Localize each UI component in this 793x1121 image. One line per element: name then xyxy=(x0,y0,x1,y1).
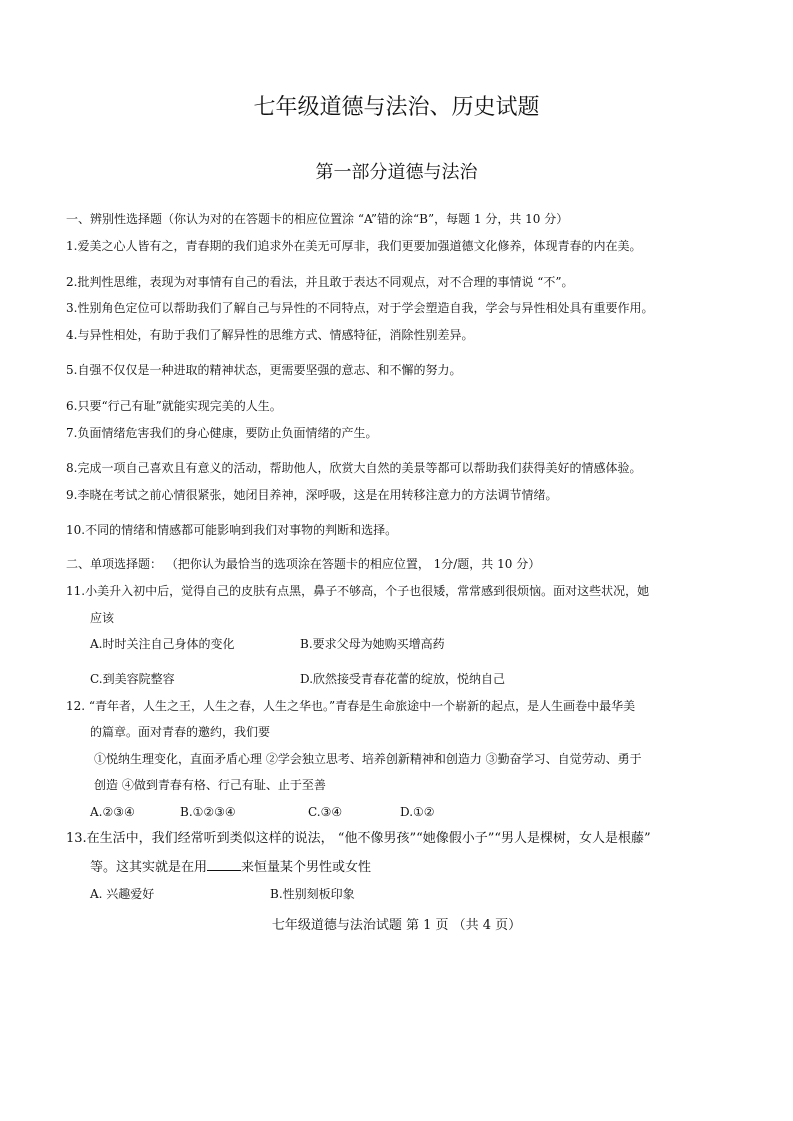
exam-title: 七年级道德与法治、历史试题 xyxy=(253,95,540,120)
part-title: 第一部分道德与法治 xyxy=(315,162,478,183)
question-13-option-b: B.性别刻板印象 xyxy=(270,887,355,901)
question-12-choices: ①悦纳生理变化，直面矛盾心理 ②学会独立思考、培养创新精神和创造力 ③勤奋学习、自觉劳动、勇于 xyxy=(94,752,642,766)
question-2: 2.批判性思维，表现为对事情有自己的看法，并且敢于表达不同观点，对不合理的事情说 “不”。 xyxy=(66,275,574,289)
question-6: 6.只要“行己有耻”就能实现完美的人生。 xyxy=(66,399,282,413)
section1-heading: 一、辨别性选择题（你认为对的在答题卡的相应位置涂 “A”错的涂“B”，每题 1 分，共 10 分） xyxy=(66,212,569,226)
question-10: 10.不同的情绪和情感都可能影响到我们对事物的判断和选择。 xyxy=(66,523,398,537)
question-4: 4.与异性相处，有助于我们了解异性的思维方式、情感特征，消除性别差异。 xyxy=(66,328,474,342)
question-8: 8.完成一项自己喜欢且有意义的活动，帮助他人，欣赏大自然的美景等都可以帮助我们获得美好的情感体验。 xyxy=(66,461,642,475)
question-11-option-b: B.要求父母为她购买增高药 xyxy=(300,637,445,651)
question-13-stem-before-blank: 等。这其实就是在用 xyxy=(90,860,208,875)
question-11-stem: 11.小美升入初中后，觉得自己的皮肤有点黑，鼻子不够高，个子也很矮，常常感到很烦恼。面对这些状况，她 xyxy=(66,584,650,598)
question-13-option-a: A. 兴趣爱好 xyxy=(90,887,155,901)
question-12-stem-cont: 的篇章。面对青春的邀约，我们要 xyxy=(90,725,271,739)
question-11-option-d: D.欣然接受青春花蕾的绽放，悦纳自己 xyxy=(300,672,506,686)
question-11-option-c: C.到美容院整容 xyxy=(90,672,175,686)
answer-blank xyxy=(207,858,241,871)
question-12-option-c: C.③④ xyxy=(308,805,343,819)
question-3: 3.性别角色定位可以帮助我们了解自己与异性的不同特点，对于学会塑造自我，学会与异性相处具有重要作用。 xyxy=(66,301,654,315)
question-13-stem-after-blank: 来恒量某个男性或女性 xyxy=(241,860,372,875)
page-footer: 七年级道德与法治试题 第 1 页 （共 4 页） xyxy=(271,918,522,933)
section2-heading: 二、单项选择题： （把你认为最恰当的选项涂在答题卡的相应位置， 1分/题，共 10 分） xyxy=(66,557,541,571)
question-1: 1.爱美之心人皆有之，青春期的我们追求外在美无可厚非，我们更要加强道德文化修养，体现青春的内在美。 xyxy=(66,239,642,253)
question-12-option-d: D.①② xyxy=(400,805,435,819)
question-11-stem-cont: 应该 xyxy=(90,611,115,625)
question-9: 9.李晓在考试之前心情很紧张，她闭目养神，深呼吸，这是在用转移注意力的方法调节情绪。 xyxy=(66,488,558,502)
question-5: 5.自强不仅仅是一种进取的精神状态，更需要坚强的意志、和不懈的努力。 xyxy=(66,363,462,377)
question-12-choices-cont: 创造 ④做到青春有格、行己有耻、止于至善 xyxy=(94,778,326,792)
question-7: 7.负面情绪危害我们的身心健康，要防止负面情绪的产生。 xyxy=(66,426,378,440)
question-12-option-b: B.①②③④ xyxy=(180,805,236,819)
question-12-option-a: A.②③④ xyxy=(90,805,135,819)
question-13-stem: 13.在生活中，我们经常听到类似这样的说法， “他不像男孩”“她像假小子”“男人是棵树，女人是根藤” xyxy=(66,831,651,846)
question-13-stem-cont xyxy=(90,858,371,876)
question-12-stem: 12. “青年者，人生之王，人生之春，人生之华也。”青春是生命旅途中一个崭新的起点，是人生画卷中最华美 xyxy=(66,699,636,713)
question-11-option-a: A.时时关注自己身体的变化 xyxy=(90,637,235,651)
